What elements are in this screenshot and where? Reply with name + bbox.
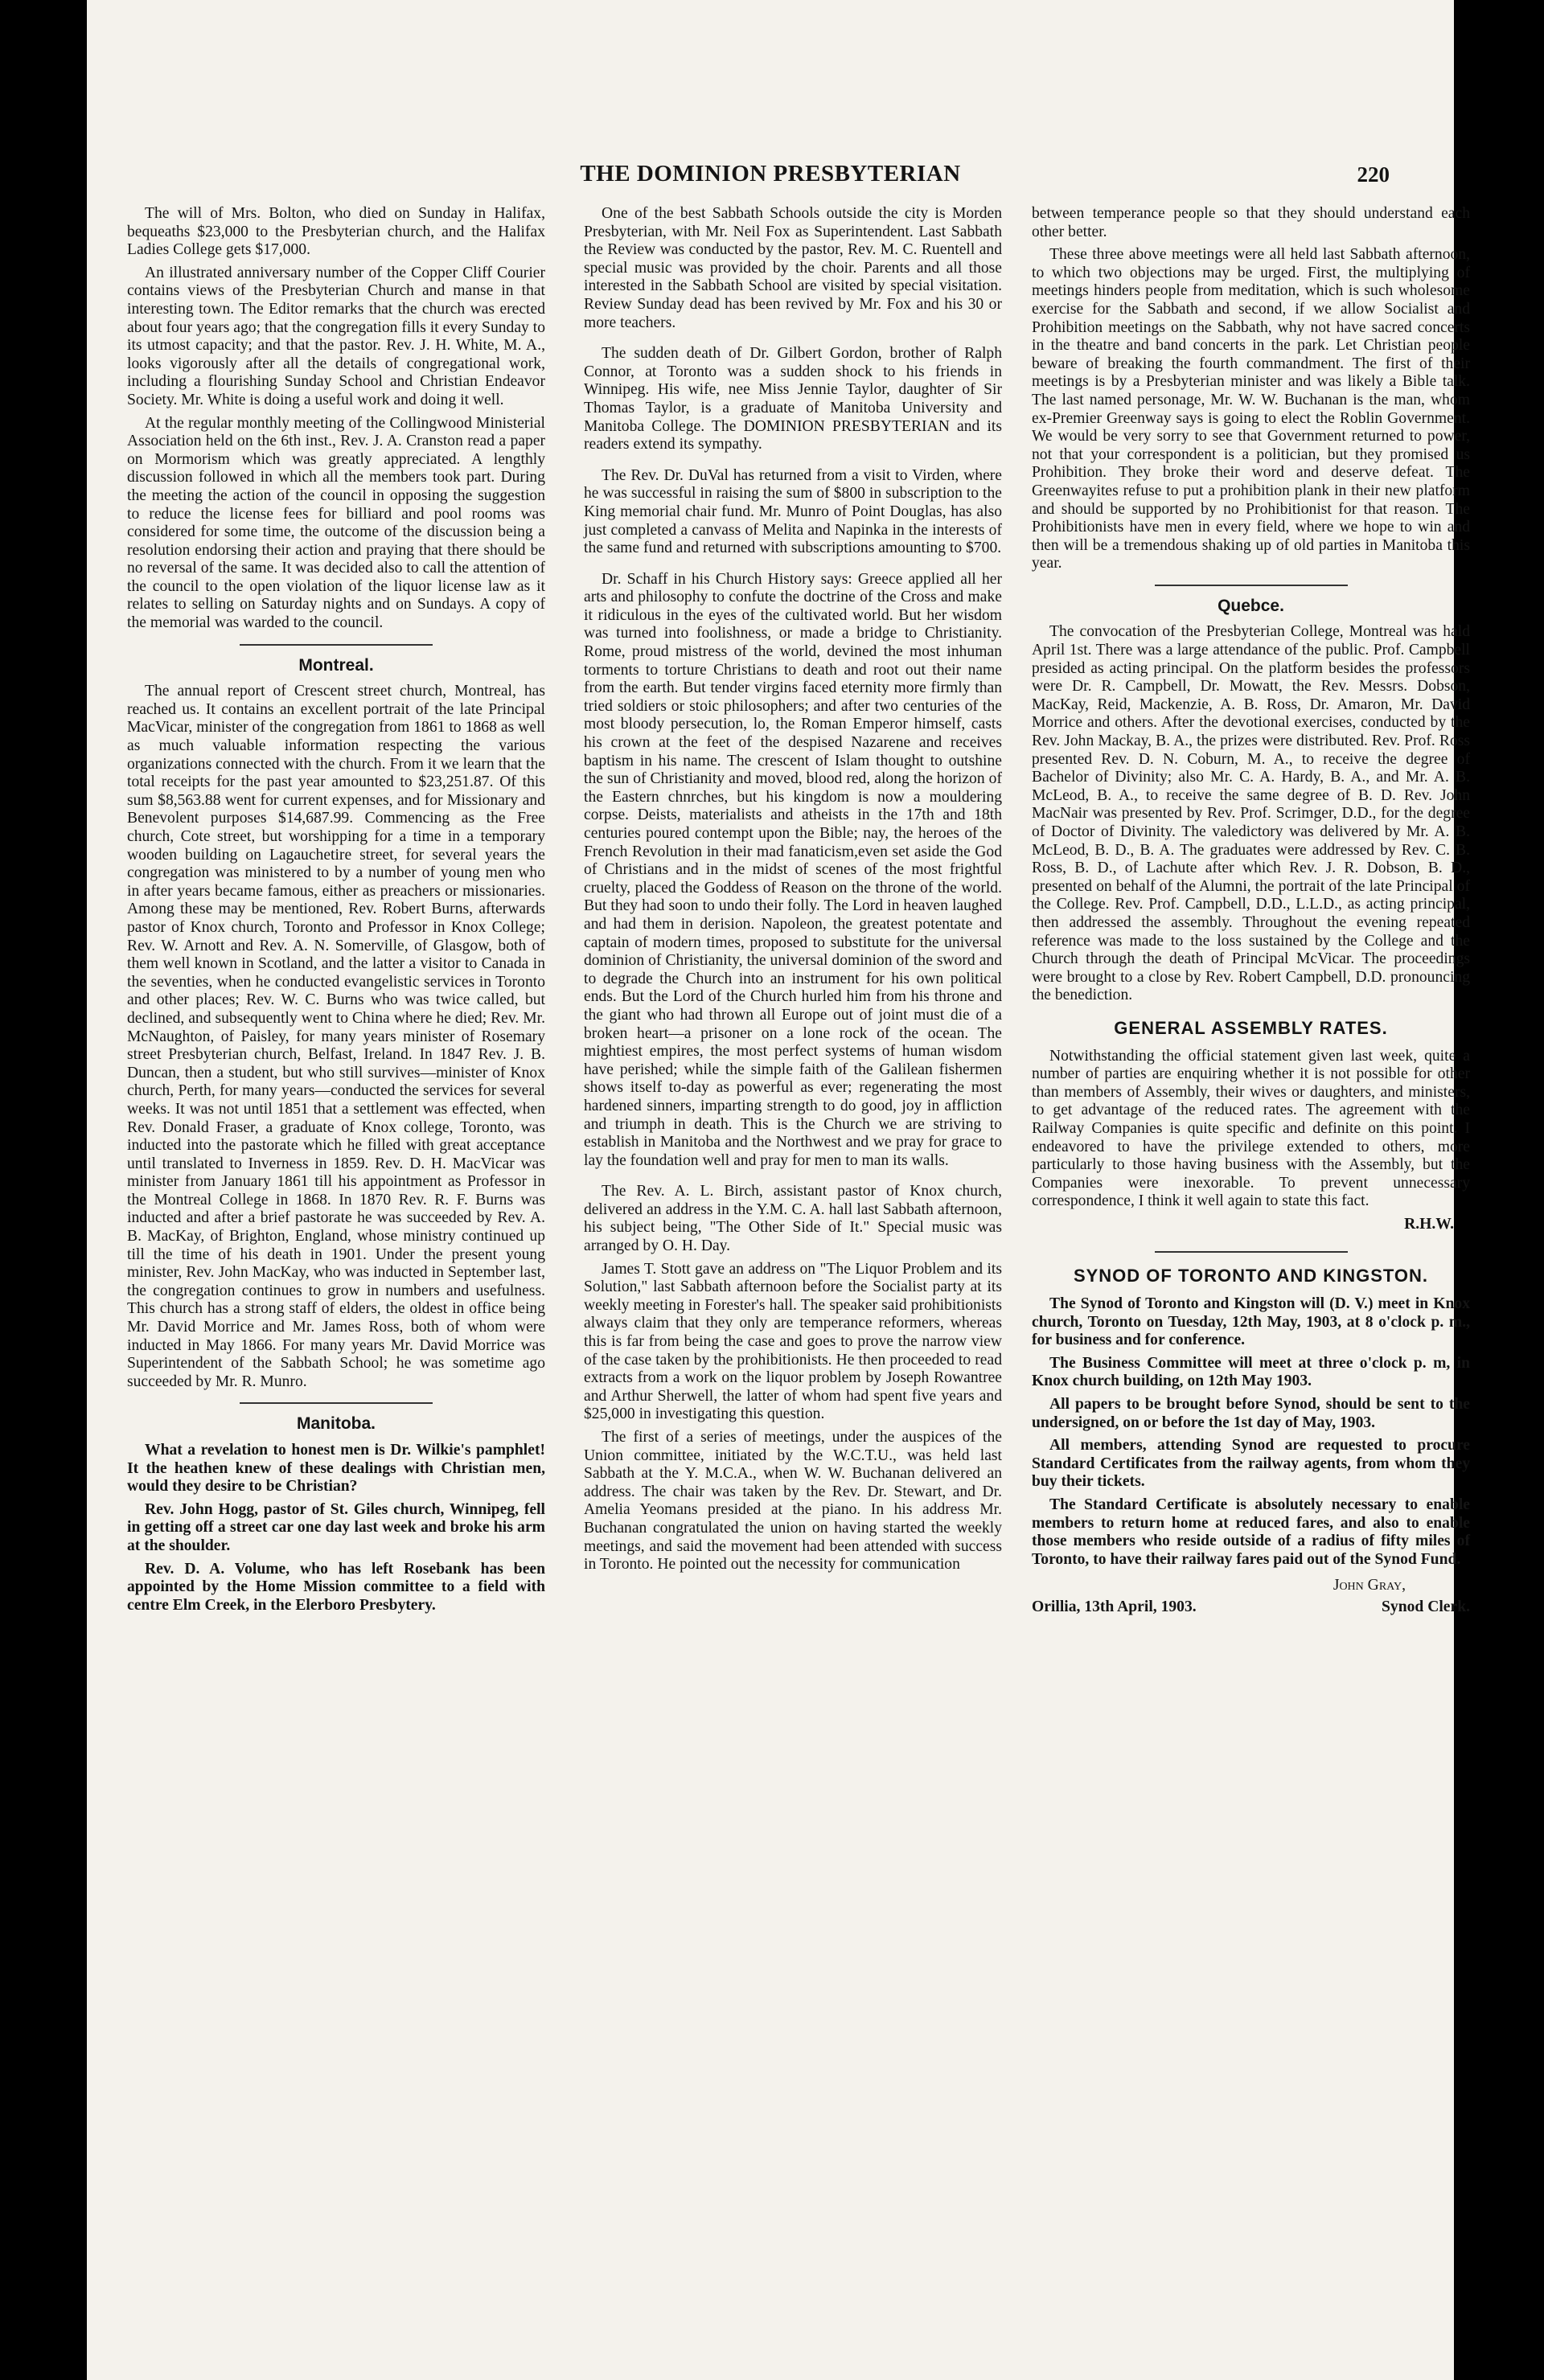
- synod-signature-row: [1032, 1598, 1470, 1617]
- article-sabbath-meetings: These three above meetings were all held last Sabbath afternoon, to which two objections may be urged. First, the multiplying of meetings hinders people from meditation, which is such wholesome exercise for the Sabbath and second, if we allow Socialist and Prohibition meetings on the Sabbath, why not have sacred concerts in the theatre and band concerts in the park. Let Christian people beware of breaking the fourth commandment. The first of their meetings is by a Presbyterian minister and was likely a Bible talk. The last named personage, Mr. W. W. Buchanan is the man, whom ex-Premier Greenway says is going to elect the Roblin Government. We would be very sorry to see that Government returned to power, not that your correspondent is a politician, but they promised us Prohibition. They broke their word and deserve defeat. The Greenwayites refuse to put a prohibition plank in their new platform and should be supported by no Prohibitionist for that reason. The Prohibitionists have men in every field, where we hope to win and then will be a tremendous shaking up of old parties in Manitoba this year.: [1032, 246, 1470, 572]
- newspaper-page: [87, 0, 1470, 2380]
- section-divider: [1155, 1251, 1348, 1253]
- synod-signer-title: Synod Clerk.: [1382, 1598, 1470, 1615]
- column-1: [127, 205, 545, 1619]
- article-morden-sabbath-school: One of the best Sabbath Schools outside the city is Morden Presbyterian, with Mr. Neil Fox as Superintendent. Last Sabbath the Review was conducted by the pastor, Rev. M. C. Ruentell and special music was provided by the choir. Parents and all those interested in the Sabbath School are visited by special visitation. Review Sunday dead has been revived by Mr. Fox and his 30 or more teachers.: [584, 205, 1002, 331]
- masthead: [87, 161, 1454, 193]
- heading-synod: SYNOD OF TORONTO AND KINGSTON.: [1073, 1266, 1429, 1286]
- synod-notice-standard-certificate: The Standard Certificate is absolutely necessary to enable members to return home at reduced fares, and also to enable those members who reside outside of a radius of fifty miles of Toronto, to have their railway fares paid out of the Synod Fund.: [1032, 1496, 1470, 1568]
- section-heading-manitoba: Manitoba.: [297, 1414, 376, 1434]
- article-bolton-will: The will of Mrs. Bolton, who died on Sunday in Halifax, bequeaths $23,000 to the Presbyterian church, and the Halifax Ladies College gets $17,000.: [127, 205, 545, 259]
- article-birch-address: The Rev. A. L. Birch, assistant pastor of Knox church, delivered an address in the Y.M. C. A. hall last Sabbath afternoon, his subject being, "The Other Side of It." Special music was arranged by O. H. Day.: [584, 1183, 1002, 1255]
- section-heading-montreal: Montreal.: [298, 655, 374, 675]
- section-divider: [1155, 585, 1348, 586]
- synod-notice-meeting: The Synod of Toronto and Kingston will (D. V.) meet in Knox church, Toronto on Tuesday, 12th May, 1903, at 8 o'clock p. m., for business and for conference.: [1032, 1295, 1470, 1349]
- synod-notice-committee: The Business Committee will meet at three o'clock p. m, in Knox church building, on 12th May 1903.: [1032, 1354, 1470, 1390]
- article-john-hogg: Rev. John Hogg, pastor of St. Giles church, Winnipeg, fell in getting off a street car one day last week and broke his arm at the shoulder.: [127, 1500, 545, 1554]
- article-volume-appointed: Rev. D. A. Volume, who has left Rosebank has been appointed by the Home Mission committee to a field with centre Elm Creek, in the Elerboro Presbytery.: [127, 1560, 545, 1614]
- article-temperance-continued: between temperance people so that they should understand each other better.: [1032, 205, 1470, 240]
- synod-notice-papers: All papers to be brought before Synod, should be sent to the undersigned, on or before the 1st day of May, 1903.: [1032, 1396, 1470, 1431]
- synod-signer-name: John Gray,: [1333, 1577, 1406, 1594]
- article-convocation: The convocation of the Presbyterian College, Montreal was hald April 1st. There was a large attendance of the public. Prof. Campbell presided as acting principal. On the platform besides the professors were Dr. R. Campbell, Dr. Mowatt, the Rev. Messrs. Dobson, MacKay, Reid, Mackenzie, A. B. Ross, Dr. Amaron, Mr. David Morrice and others. After the devotional exercises, conducted by the Rev. John Mackay, B. A., the prizes were distributed. Rev. Prof. Ross presented Rev. D. N. Coburn, M. A., to receive the degree of Bachelor of Divinity; also Mr. C. A. Hardy, B. A., and Mr. A. B. McLeod, B. A., to receive the same degree of B. D. Rev. John MacNair was presented by Rev. Prof. Scrimger, D.D., for the degree of Doctor of Divinity. The valedictory was delivered by Mr. A. B. McLeod, B. D., B. A. The graduates were addressed by Rev. C. B. Ross, B. D., of Lachute after which Rev. J. R. Dobson, B. D., presented on behalf of the Alumni, the portrait of the late Principal of the College. Rev. Prof. Campbell, D.D., L.L.D., as acting principal, then addressed the assembly. Throughout the evening repeated reference was made to the loss sustained by the College and the Church through the death of Principal McVicar. The proceedings were brought to a close by Rev. Robert Campbell, D.D. pronouncing the benediction.: [1032, 623, 1470, 1004]
- page-number: 220: [1357, 162, 1390, 187]
- section-divider: [240, 1402, 433, 1404]
- synod-place-date: Orillia, 13th April, 1903.: [1032, 1598, 1197, 1615]
- article-collingwood-association: At the regular monthly meeting of the Collingwood Ministerial Association held on the 6th inst., Rev. J. A. Cranston read a paper on Mormorism which was greatly appreciated. A lengthly discussion followed in which all the members took part. During the meeting the action of the council in opposing the suggestion to reduce the license fees for billiard and pool rooms was considered for some time, the outcome of the discussion being a resolution endorsing their action and praying that there should be no reversal of the same. It was decided also to call the attention of the council to the open violation of the liquor license law as it relates to selling on Saturday nights and on Sundays. A copy of the memorial was warded to the council.: [127, 414, 545, 632]
- synod-notice-certificates: All members, attending Synod are requested to procure Standard Certificates from the railway agents, from whom they buy their tickets.: [1032, 1437, 1470, 1491]
- article-duval-virden: The Rev. Dr. DuVal has returned from a visit to Virden, where he was successful in raising the sum of $800 in subscription to the King memorial chair fund. Mr. Munro of Point Douglas, has also just completed a canvass of Melita and Napinka in the interests of the same fund and returned with subscriptions amounting to $700.: [584, 466, 1002, 557]
- column-2: [584, 205, 1002, 1579]
- article-crescent-street-church: The annual report of Crescent street church, Montreal, has reached us. It contains an excellent portrait of the late Principal MacVicar, minister of the congregation from 1861 to 1868 as well as much valuable information respecting the various organizations connected with the church. From it we learn that the total receipts for the past year amounted to $23,251.87. Of this sum $8,563.88 went for current expenses, and for Missionary and Benevolent purposes $14,687.99. Commencing as the Free church, Cote street, but worshipping for a time in a temporary wooden building on Lagauchetire street, for several years the congregation was ministered to by a number of young men who in after years became famous, either as preachers or missionaries. Among these may be mentioned, Rev. Robert Burns, afterwards pastor of Knox church, Toronto and Professor in Knox College; Rev. W. Arnott and Rev. A. N. Somerville, of Glasgow, both of them well known in Scotland, and the latter a visitor to Canada in the seventies, when he conducted evangelistic services in Toronto and other places; Rev. W. C. Burns who was twice called, but declined, and subsequently went to China where he died; Rev. Mr. McNaughton, of Paisley, for many years minister of Rosemary street Presbyterian church, Belfast, Ireland. In 1847 Rev. J. B. Duncan, then a student, but who still survives—minister of Knox church, Perth, for many years—conducted the services for several weeks. It was not until 1851 that a settlement was effected, when Rev. Donald Fraser, a graduate of Knox college, Toronto, was inducted into the pastorate which he filled with great acceptance until translated to Inverness in 1859. Rev. D. H. MacVicar was minister from January 1861 till his appointment as Professor in the Montreal College in 1868. In 1870 Rev. R. F. Burns was inducted and after a brief pastorate he was succeeded by Rev. A. B. MacKay, of Brighton, England, whose ministry continued up till the time of his death in 1901. Under the present young minister, Rev. John MacKay, who was inducted in September last, the congregation continues to grow in numbers and usefulness. This church has a strong staff of elders, the oldest in office being Mr. David Morrice and Mr. James Ross, both of whom were inducted in May 1866. For many years Mr. David Morrice was Superintendent of the Sabbath School; he was sometime ago succeeded by Mr. R. Munro.: [127, 683, 545, 1390]
- article-assembly-rates: Notwithstanding the official statement given last week, quite a number of parties are enquiring whether it is not possible for other than members of Assembly, their wives or daughters, and ministers, to get advantage of the reduced rates. The agreement with the Railway Companies is quite specific and definite on this point. I endeavored to have the privilege extended to others, more particularly to those having business with the Assembly, but the Companies were inexorable. To prevent unnecessary correspondence, I think it well again to state this fact.: [1032, 1047, 1470, 1210]
- section-heading-quebec: Quebce.: [1218, 596, 1284, 615]
- article-union-meetings: The first of a series of meetings, under the auspices of the Union committee, initiated by the W.C.T.U., was held last Sabbath at the Y. M.C.A., when W. W. Buchanan delivered an address. The chair was taken by the Rev. Dr. Stewart, and Dr. Amelia Yeomans presided at the piano. In his address Mr. Buchanan congratulated the union on having started the weekly meetings, and said the movement had been attended with success in Toronto. He pointed out the necessity for communication: [584, 1429, 1002, 1574]
- article-wilkie-pamphlet: What a revelation to honest men is Dr. Wilkie's pamphlet! It the heathen knew of these dealings with Christian men, would they desire to be Christian?: [127, 1442, 545, 1496]
- article-copper-cliff: An illustrated anniversary number of the Copper Cliff Courier contains views of the Presbyterian Church and manse in that interesting town. The Editor remarks that the church was erected about four years ago; that the congregation fills it every Sunday to its utmost capacity; and that the pastor. Rev. J. H. White, M. A., looks vigorously after all the details of congregational work, including a flourishing Sunday School and Christian Endeavor Society. Mr. White is doing a useful work and doing it well.: [127, 264, 545, 408]
- section-divider: [240, 644, 433, 646]
- column-3: [1032, 205, 1470, 1617]
- assembly-rates-signature: R.H.W.: [1404, 1215, 1454, 1233]
- article-gordon-death: The sudden death of Dr. Gilbert Gordon, brother of Ralph Connor, at Toronto was a sudden shock to his friends in Winnipeg. His wife, nee Miss Jennie Taylor, daughter of Sir Thomas Taylor, is a graduate of Manitoba University and Manitoba College. The DOMINION PRESBYTERIAN and its readers extend its sympathy.: [584, 345, 1002, 453]
- newspaper-title: THE DOMINION PRESBYTERIAN: [580, 161, 961, 187]
- heading-general-assembly-rates: GENERAL ASSEMBLY RATES.: [1114, 1017, 1388, 1038]
- article-schaff-history: Dr. Schaff in his Church History says: Greece applied all her arts and philosophy to confute the doctrine of the Cross and make it ridiculous in the eyes of the cultivated world. But her wisdom was turned into foolishness, or made a bridge to Christianity. Rome, proud mistress of the world, devined the most inhuman torments to torture Christians to death and root out their name from the earth. But tender virgins faced eternity more firmly than tried soldiers or stoic philosophers; and after two centuries of the most bloody persecution, lo, the Roman Emperor himself, casts his crown at the feet of the despised Nazarene and receives baptism in his name. The crescent of Islam thought to outshine the sun of Christianity and moved, blood red, along the horizon of the Eastern chnrches, but his kingdom is now a mouldering corpse. Deists, materialists and atheists in the 17th and 18th centuries poured contempt upon the Bible; nay, the heroes of the French Revolution in their mad fanaticism,even set aside the God of Christians and in the midst of scenes of the most frightful cruelty, placed the Goddess of Reason on the throne of the world. But they had soon to undo their folly. The Lord in heaven laughed and had them in derision. Napoleon, the greatest potentate and captain of modern times, proposed to substitute for the universal dominion of Christianity, the universal dominion of the sword and to degrade the Church into an instrument for his own political ends. But the Lord of the Church hurled him from his throne and the giant who had thrown all Europe out of joint must die of a broken heart—a prisoner on a lone rock of the ocean. The mightiest empires, the most perfect systems of human wisdom have perished; while the simple faith of the Galilean fishermen shows itself to-day as powerful as ever; regenerating the most hardened sinners, imparting strength to do good, joy in affliction and triumph in death. This is the Church we are striving to establish in Manitoba and the Northwest and we pray for grace to lay the foundation well and pray for men to man its walls.: [584, 570, 1002, 1169]
- article-stott-liquor: James T. Stott gave an address on "The Liquor Problem and its Solution," last Sabbath afternoon before the Socialist party at its weekly meeting in Forester's hall. The speaker said prohibitionists always claim that they only are temperance reformers, whereas this is far from being the case and goes to prove the narrow view of the case taken by the prohibitionists. He then proceeded to read extracts from a work on the liquor problem by Joseph Rowantree and Arthur Sherwell, the latter of whom had spent five years and $25,000 in investigating this question.: [584, 1260, 1002, 1423]
